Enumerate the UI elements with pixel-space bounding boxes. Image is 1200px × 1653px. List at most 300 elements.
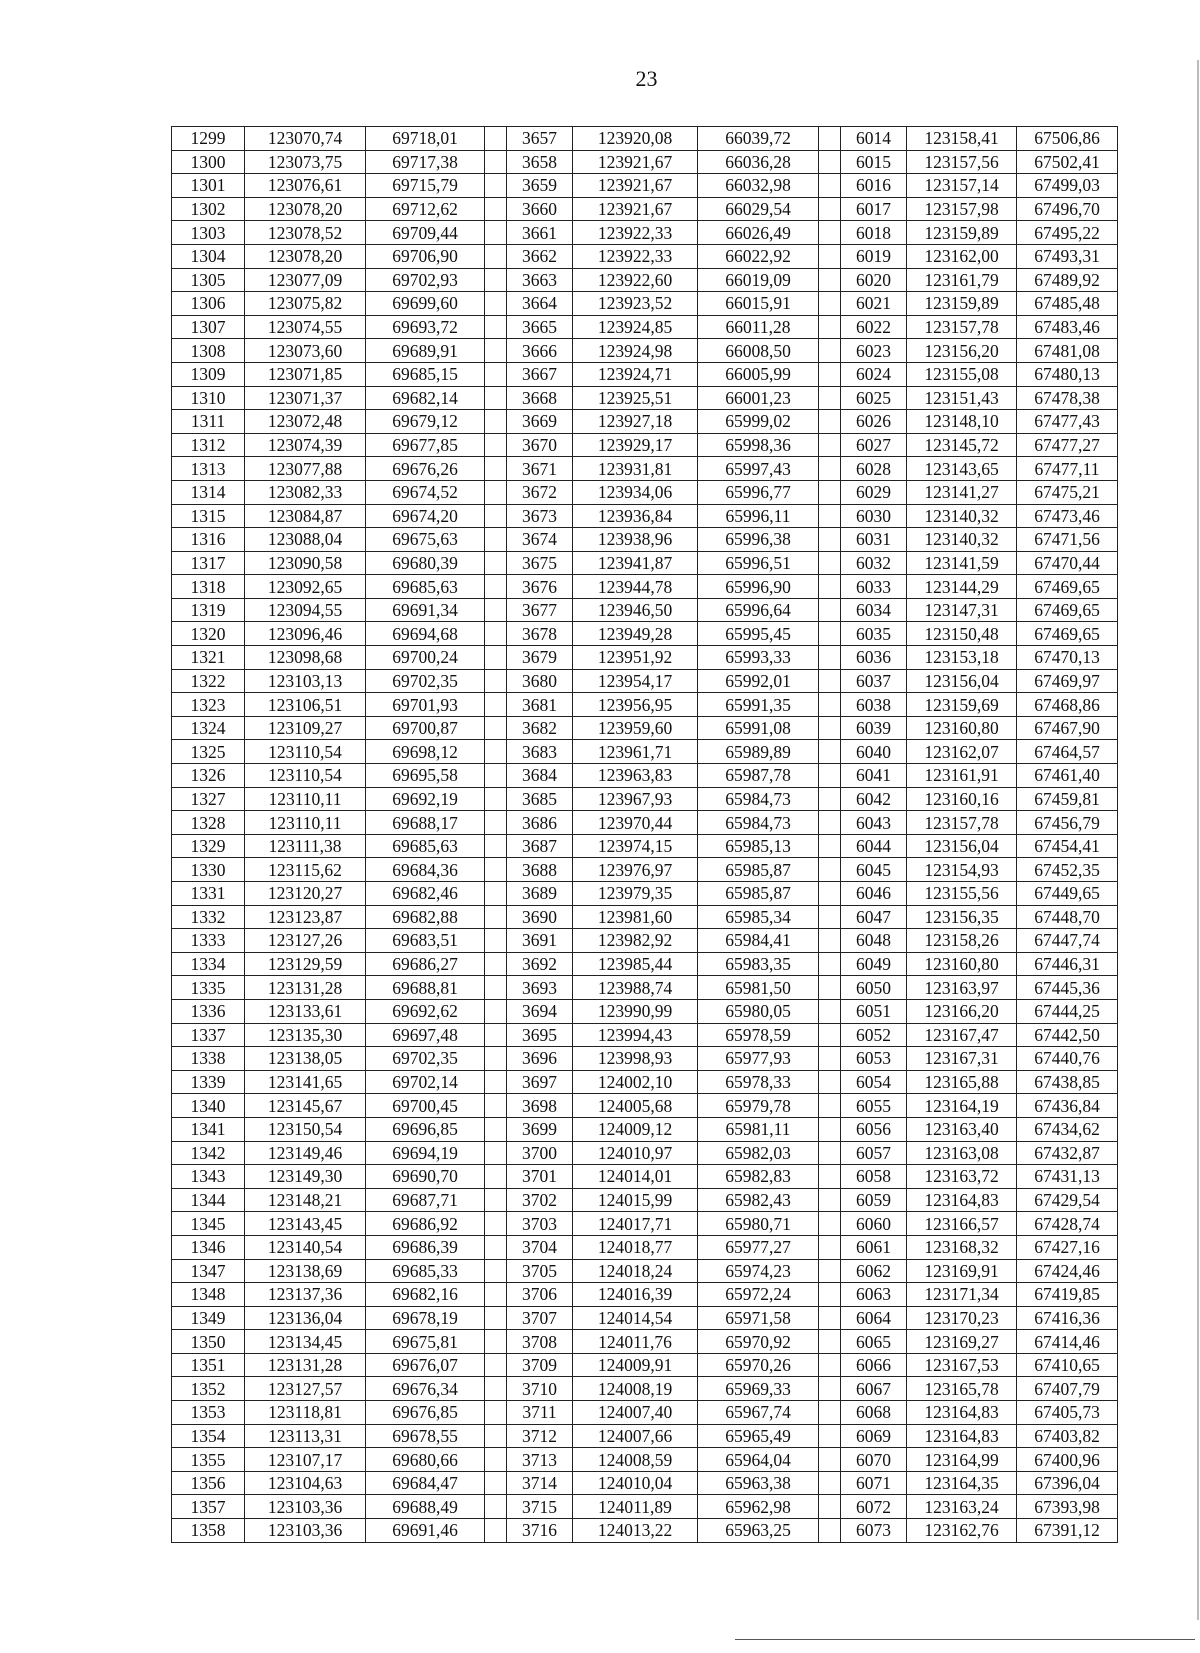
x-coordinate-cell: 124008,59 [573, 1448, 698, 1472]
y-coordinate-cell: 67470,44 [1017, 551, 1118, 575]
point-number-cell: 6044 [841, 834, 907, 858]
point-number-cell: 1323 [172, 693, 245, 717]
x-coordinate-cell: 123954,17 [573, 669, 698, 693]
column-gap [819, 150, 841, 174]
y-coordinate-cell: 67475,21 [1017, 480, 1118, 504]
y-coordinate-cell: 69680,39 [366, 551, 485, 575]
x-coordinate-cell: 124018,24 [573, 1259, 698, 1283]
column-gap [819, 292, 841, 316]
x-coordinate-cell: 123120,27 [245, 882, 366, 906]
x-coordinate-cell: 123936,84 [573, 504, 698, 528]
x-coordinate-cell: 123148,10 [907, 410, 1017, 434]
y-coordinate-cell: 69688,81 [366, 976, 485, 1000]
point-number-cell: 3698 [507, 1094, 573, 1118]
y-coordinate-cell: 69683,51 [366, 929, 485, 953]
x-coordinate-cell: 123164,99 [907, 1448, 1017, 1472]
x-coordinate-cell: 123164,83 [907, 1401, 1017, 1425]
column-gap [819, 221, 841, 245]
point-number-cell: 6030 [841, 504, 907, 528]
point-number-cell: 6031 [841, 528, 907, 552]
x-coordinate-cell: 123974,15 [573, 834, 698, 858]
x-coordinate-cell: 123127,26 [245, 929, 366, 953]
x-coordinate-cell: 123071,37 [245, 386, 366, 410]
table-row [172, 1283, 1118, 1307]
y-coordinate-cell: 67414,46 [1017, 1330, 1118, 1354]
point-number-cell: 1305 [172, 268, 245, 292]
point-number-cell: 3715 [507, 1495, 573, 1519]
y-coordinate-cell: 65979,78 [698, 1094, 819, 1118]
column-gap [485, 1023, 507, 1047]
x-coordinate-cell: 124009,91 [573, 1353, 698, 1377]
y-coordinate-cell: 65984,73 [698, 811, 819, 835]
column-gap [485, 716, 507, 740]
x-coordinate-cell: 124008,19 [573, 1377, 698, 1401]
x-coordinate-cell: 123949,28 [573, 622, 698, 646]
point-number-cell: 3702 [507, 1188, 573, 1212]
y-coordinate-cell: 69694,68 [366, 622, 485, 646]
table-row [172, 1471, 1118, 1495]
y-coordinate-cell: 69694,19 [366, 1141, 485, 1165]
x-coordinate-cell: 123994,43 [573, 1023, 698, 1047]
y-coordinate-cell: 65996,11 [698, 504, 819, 528]
column-gap [485, 1330, 507, 1354]
y-coordinate-cell: 67483,46 [1017, 315, 1118, 339]
y-coordinate-cell: 67434,62 [1017, 1117, 1118, 1141]
y-coordinate-cell: 65970,26 [698, 1353, 819, 1377]
column-gap [485, 1070, 507, 1094]
point-number-cell: 6046 [841, 882, 907, 906]
x-coordinate-cell: 123072,48 [245, 410, 366, 434]
x-coordinate-cell: 123078,20 [245, 197, 366, 221]
x-coordinate-cell: 123156,04 [907, 669, 1017, 693]
x-coordinate-cell: 123979,35 [573, 882, 698, 906]
point-number-cell: 3683 [507, 740, 573, 764]
x-coordinate-cell: 123162,07 [907, 740, 1017, 764]
point-number-cell: 6022 [841, 315, 907, 339]
x-coordinate-cell: 123131,28 [245, 976, 366, 1000]
y-coordinate-cell: 65985,87 [698, 882, 819, 906]
column-gap [819, 999, 841, 1023]
x-coordinate-cell: 123141,27 [907, 480, 1017, 504]
y-coordinate-cell: 65965,49 [698, 1424, 819, 1448]
x-coordinate-cell: 123078,20 [245, 244, 366, 268]
x-coordinate-cell: 124014,01 [573, 1165, 698, 1189]
x-coordinate-cell: 123159,89 [907, 292, 1017, 316]
x-coordinate-cell: 123153,18 [907, 646, 1017, 670]
y-coordinate-cell: 65995,45 [698, 622, 819, 646]
column-gap [819, 716, 841, 740]
column-gap [819, 834, 841, 858]
y-coordinate-cell: 65991,08 [698, 716, 819, 740]
column-gap [485, 1448, 507, 1472]
point-number-cell: 6032 [841, 551, 907, 575]
point-number-cell: 3704 [507, 1235, 573, 1259]
x-coordinate-cell: 123140,54 [245, 1235, 366, 1259]
x-coordinate-cell: 123938,96 [573, 528, 698, 552]
column-gap [485, 858, 507, 882]
table-row [172, 669, 1118, 693]
point-number-cell: 6028 [841, 457, 907, 481]
y-coordinate-cell: 65983,35 [698, 952, 819, 976]
x-coordinate-cell: 123118,81 [245, 1401, 366, 1425]
point-number-cell: 3669 [507, 410, 573, 434]
point-number-cell: 6043 [841, 811, 907, 835]
column-gap [485, 362, 507, 386]
y-coordinate-cell: 67393,98 [1017, 1495, 1118, 1519]
y-coordinate-cell: 67468,86 [1017, 693, 1118, 717]
y-coordinate-cell: 69685,33 [366, 1259, 485, 1283]
column-gap [819, 1306, 841, 1330]
point-number-cell: 3713 [507, 1448, 573, 1472]
x-coordinate-cell: 123985,44 [573, 952, 698, 976]
point-number-cell: 6029 [841, 480, 907, 504]
column-gap [819, 952, 841, 976]
x-coordinate-cell: 123163,72 [907, 1165, 1017, 1189]
y-coordinate-cell: 65981,50 [698, 976, 819, 1000]
column-gap [819, 811, 841, 835]
x-coordinate-cell: 123160,16 [907, 787, 1017, 811]
column-gap [819, 858, 841, 882]
x-coordinate-cell: 123071,85 [245, 362, 366, 386]
point-number-cell: 6039 [841, 716, 907, 740]
table-row [172, 1401, 1118, 1425]
point-number-cell: 1315 [172, 504, 245, 528]
x-coordinate-cell: 123956,95 [573, 693, 698, 717]
column-gap [485, 528, 507, 552]
table-row [172, 1023, 1118, 1047]
x-coordinate-cell: 123166,20 [907, 999, 1017, 1023]
point-number-cell: 3711 [507, 1401, 573, 1425]
table-row [172, 1047, 1118, 1071]
x-coordinate-cell: 123959,60 [573, 716, 698, 740]
y-coordinate-cell: 67436,84 [1017, 1094, 1118, 1118]
column-gap [819, 197, 841, 221]
point-number-cell: 1320 [172, 622, 245, 646]
point-number-cell: 3712 [507, 1424, 573, 1448]
page-number: 23 [635, 66, 658, 91]
y-coordinate-cell: 67447,74 [1017, 929, 1118, 953]
point-number-cell: 6037 [841, 669, 907, 693]
table-row [172, 622, 1118, 646]
point-number-cell: 3686 [507, 811, 573, 835]
x-coordinate-cell: 123141,65 [245, 1070, 366, 1094]
column-gap [819, 669, 841, 693]
y-coordinate-cell: 67506,86 [1017, 127, 1118, 151]
y-coordinate-cell: 67419,85 [1017, 1283, 1118, 1307]
table-row [172, 504, 1118, 528]
point-number-cell: 6047 [841, 905, 907, 929]
x-coordinate-cell: 123109,27 [245, 716, 366, 740]
x-coordinate-cell: 123084,87 [245, 504, 366, 528]
x-coordinate-cell: 123151,43 [907, 386, 1017, 410]
point-number-cell: 6062 [841, 1259, 907, 1283]
coordinates-table [171, 126, 1118, 1543]
y-coordinate-cell: 66008,50 [698, 339, 819, 363]
x-coordinate-cell: 123070,74 [245, 127, 366, 151]
point-number-cell: 3658 [507, 150, 573, 174]
y-coordinate-cell: 67477,27 [1017, 433, 1118, 457]
point-number-cell: 6041 [841, 764, 907, 788]
y-coordinate-cell: 65977,27 [698, 1235, 819, 1259]
y-coordinate-cell: 69684,47 [366, 1471, 485, 1495]
table-row [172, 787, 1118, 811]
x-coordinate-cell: 123164,35 [907, 1471, 1017, 1495]
y-coordinate-cell: 67480,13 [1017, 362, 1118, 386]
column-gap [485, 150, 507, 174]
point-number-cell: 3695 [507, 1023, 573, 1047]
point-number-cell: 1304 [172, 244, 245, 268]
x-coordinate-cell: 123931,81 [573, 457, 698, 481]
column-gap [485, 1519, 507, 1543]
table-row [172, 1353, 1118, 1377]
column-gap [819, 1519, 841, 1543]
point-number-cell: 3685 [507, 787, 573, 811]
y-coordinate-cell: 69678,55 [366, 1424, 485, 1448]
x-coordinate-cell: 123169,91 [907, 1259, 1017, 1283]
y-coordinate-cell: 65970,92 [698, 1330, 819, 1354]
table-row [172, 1306, 1118, 1330]
point-number-cell: 3714 [507, 1471, 573, 1495]
point-number-cell: 3693 [507, 976, 573, 1000]
point-number-cell: 1337 [172, 1023, 245, 1047]
column-gap [819, 433, 841, 457]
column-gap [819, 929, 841, 953]
point-number-cell: 1325 [172, 740, 245, 764]
x-coordinate-cell: 123929,17 [573, 433, 698, 457]
point-number-cell: 1299 [172, 127, 245, 151]
column-gap [485, 457, 507, 481]
point-number-cell: 3667 [507, 362, 573, 386]
x-coordinate-cell: 123088,04 [245, 528, 366, 552]
y-coordinate-cell: 67456,79 [1017, 811, 1118, 835]
y-coordinate-cell: 69701,93 [366, 693, 485, 717]
point-number-cell: 3677 [507, 598, 573, 622]
column-gap [485, 646, 507, 670]
point-number-cell: 1356 [172, 1471, 245, 1495]
table-row [172, 1188, 1118, 1212]
y-coordinate-cell: 69682,14 [366, 386, 485, 410]
y-coordinate-cell: 66026,49 [698, 221, 819, 245]
x-coordinate-cell: 123924,71 [573, 362, 698, 386]
y-coordinate-cell: 69688,49 [366, 1495, 485, 1519]
y-coordinate-cell: 69689,91 [366, 339, 485, 363]
x-coordinate-cell: 123164,19 [907, 1094, 1017, 1118]
x-coordinate-cell: 123123,87 [245, 905, 366, 929]
y-coordinate-cell: 67391,12 [1017, 1519, 1118, 1543]
table-row [172, 1424, 1118, 1448]
point-number-cell: 1306 [172, 292, 245, 316]
point-number-cell: 1347 [172, 1259, 245, 1283]
table-row [172, 905, 1118, 929]
y-coordinate-cell: 65984,41 [698, 929, 819, 953]
x-coordinate-cell: 123164,83 [907, 1188, 1017, 1212]
y-coordinate-cell: 67471,56 [1017, 528, 1118, 552]
table-row [172, 1235, 1118, 1259]
x-coordinate-cell: 123161,91 [907, 764, 1017, 788]
x-coordinate-cell: 124015,99 [573, 1188, 698, 1212]
point-number-cell: 6067 [841, 1377, 907, 1401]
x-coordinate-cell: 123170,23 [907, 1306, 1017, 1330]
point-number-cell: 3697 [507, 1070, 573, 1094]
column-gap [819, 1141, 841, 1165]
column-gap [819, 1424, 841, 1448]
point-number-cell: 1343 [172, 1165, 245, 1189]
point-number-cell: 1340 [172, 1094, 245, 1118]
x-coordinate-cell: 124005,68 [573, 1094, 698, 1118]
table-row [172, 268, 1118, 292]
x-coordinate-cell: 123155,08 [907, 362, 1017, 386]
x-coordinate-cell: 123110,11 [245, 811, 366, 835]
x-coordinate-cell: 123921,67 [573, 150, 698, 174]
point-number-cell: 3690 [507, 905, 573, 929]
point-number-cell: 1354 [172, 1424, 245, 1448]
x-coordinate-cell: 124016,39 [573, 1283, 698, 1307]
y-coordinate-cell: 69680,66 [366, 1448, 485, 1472]
y-coordinate-cell: 69700,24 [366, 646, 485, 670]
y-coordinate-cell: 69682,46 [366, 882, 485, 906]
x-coordinate-cell: 123133,61 [245, 999, 366, 1023]
table-row [172, 150, 1118, 174]
x-coordinate-cell: 123998,93 [573, 1047, 698, 1071]
y-coordinate-cell: 69677,85 [366, 433, 485, 457]
x-coordinate-cell: 123922,33 [573, 244, 698, 268]
point-number-cell: 6014 [841, 127, 907, 151]
y-coordinate-cell: 69702,93 [366, 268, 485, 292]
x-coordinate-cell: 123982,92 [573, 929, 698, 953]
y-coordinate-cell: 65985,87 [698, 858, 819, 882]
x-coordinate-cell: 123143,45 [245, 1212, 366, 1236]
point-number-cell: 3665 [507, 315, 573, 339]
column-gap [819, 362, 841, 386]
table-row [172, 1377, 1118, 1401]
point-number-cell: 1300 [172, 150, 245, 174]
x-coordinate-cell: 123163,08 [907, 1141, 1017, 1165]
x-coordinate-cell: 123096,46 [245, 622, 366, 646]
table-row [172, 1070, 1118, 1094]
y-coordinate-cell: 69686,92 [366, 1212, 485, 1236]
column-gap [819, 1094, 841, 1118]
column-gap [485, 197, 507, 221]
point-number-cell: 1302 [172, 197, 245, 221]
point-number-cell: 6057 [841, 1141, 907, 1165]
table-row [172, 882, 1118, 906]
y-coordinate-cell: 69686,27 [366, 952, 485, 976]
point-number-cell: 6038 [841, 693, 907, 717]
column-gap [485, 480, 507, 504]
x-coordinate-cell: 123141,59 [907, 551, 1017, 575]
y-coordinate-cell: 67432,87 [1017, 1141, 1118, 1165]
point-number-cell: 3679 [507, 646, 573, 670]
point-number-cell: 3659 [507, 174, 573, 198]
y-coordinate-cell: 69695,58 [366, 764, 485, 788]
x-coordinate-cell: 123963,83 [573, 764, 698, 788]
point-number-cell: 3657 [507, 127, 573, 151]
x-coordinate-cell: 123140,32 [907, 504, 1017, 528]
column-gap [819, 1117, 841, 1141]
x-coordinate-cell: 123156,04 [907, 834, 1017, 858]
y-coordinate-cell: 69676,26 [366, 457, 485, 481]
point-number-cell: 6060 [841, 1212, 907, 1236]
y-coordinate-cell: 67448,70 [1017, 905, 1118, 929]
x-coordinate-cell: 124010,04 [573, 1471, 698, 1495]
column-gap [485, 221, 507, 245]
x-coordinate-cell: 123148,21 [245, 1188, 366, 1212]
x-coordinate-cell: 123092,65 [245, 575, 366, 599]
column-gap [485, 268, 507, 292]
y-coordinate-cell: 69690,70 [366, 1165, 485, 1189]
x-coordinate-cell: 124009,12 [573, 1117, 698, 1141]
table-row [172, 197, 1118, 221]
y-coordinate-cell: 65971,58 [698, 1306, 819, 1330]
x-coordinate-cell: 123157,14 [907, 174, 1017, 198]
y-coordinate-cell: 67445,36 [1017, 976, 1118, 1000]
point-number-cell: 3662 [507, 244, 573, 268]
point-number-cell: 6045 [841, 858, 907, 882]
y-coordinate-cell: 67502,41 [1017, 150, 1118, 174]
point-number-cell: 6052 [841, 1023, 907, 1047]
x-coordinate-cell: 123098,68 [245, 646, 366, 670]
x-coordinate-cell: 123077,88 [245, 457, 366, 481]
y-coordinate-cell: 67489,92 [1017, 268, 1118, 292]
column-gap [819, 1495, 841, 1519]
y-coordinate-cell: 67454,41 [1017, 834, 1118, 858]
y-coordinate-cell: 69702,35 [366, 669, 485, 693]
y-coordinate-cell: 65982,03 [698, 1141, 819, 1165]
column-gap [819, 1353, 841, 1377]
x-coordinate-cell: 123167,31 [907, 1047, 1017, 1071]
y-coordinate-cell: 69678,19 [366, 1306, 485, 1330]
x-coordinate-cell: 124017,71 [573, 1212, 698, 1236]
y-coordinate-cell: 67416,36 [1017, 1306, 1118, 1330]
column-gap [485, 811, 507, 835]
y-coordinate-cell: 69692,19 [366, 787, 485, 811]
x-coordinate-cell: 123165,78 [907, 1377, 1017, 1401]
y-coordinate-cell: 65996,77 [698, 480, 819, 504]
x-coordinate-cell: 123157,56 [907, 150, 1017, 174]
table-row [172, 1117, 1118, 1141]
x-coordinate-cell: 124007,66 [573, 1424, 698, 1448]
x-coordinate-cell: 123094,55 [245, 598, 366, 622]
point-number-cell: 6026 [841, 410, 907, 434]
y-coordinate-cell: 65963,38 [698, 1471, 819, 1495]
x-coordinate-cell: 123159,69 [907, 693, 1017, 717]
y-coordinate-cell: 65996,90 [698, 575, 819, 599]
y-coordinate-cell: 65999,02 [698, 410, 819, 434]
column-gap [485, 1283, 507, 1307]
point-number-cell: 1312 [172, 433, 245, 457]
point-number-cell: 1329 [172, 834, 245, 858]
column-gap [819, 693, 841, 717]
scan-bottom-line [735, 1639, 1195, 1640]
y-coordinate-cell: 66039,72 [698, 127, 819, 151]
point-number-cell: 1314 [172, 480, 245, 504]
x-coordinate-cell: 123167,47 [907, 1023, 1017, 1047]
y-coordinate-cell: 69685,15 [366, 362, 485, 386]
x-coordinate-cell: 123145,72 [907, 433, 1017, 457]
point-number-cell: 6017 [841, 197, 907, 221]
table-row [172, 716, 1118, 740]
y-coordinate-cell: 67493,31 [1017, 244, 1118, 268]
point-number-cell: 6027 [841, 433, 907, 457]
x-coordinate-cell: 123150,54 [245, 1117, 366, 1141]
point-number-cell: 1334 [172, 952, 245, 976]
y-coordinate-cell: 67438,85 [1017, 1070, 1118, 1094]
x-coordinate-cell: 123167,53 [907, 1353, 1017, 1377]
y-coordinate-cell: 69718,01 [366, 127, 485, 151]
y-coordinate-cell: 67473,46 [1017, 504, 1118, 528]
column-gap [819, 551, 841, 575]
x-coordinate-cell: 123143,65 [907, 457, 1017, 481]
